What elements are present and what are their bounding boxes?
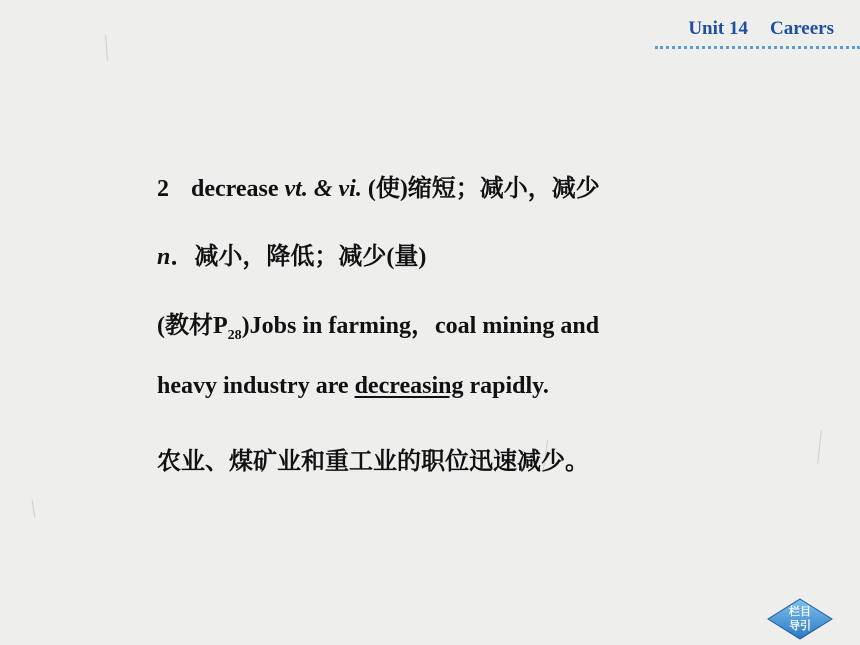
unit-label: Unit 14 xyxy=(688,18,748,39)
unit-title: Careers xyxy=(769,18,834,39)
example-text-before: heavy industry are xyxy=(157,373,355,399)
entry-meaning: (使)缩短；减小，减少 xyxy=(367,176,600,202)
noun-meaning: ．减小，降低；减少(量) xyxy=(170,244,427,270)
entry-number: 2 xyxy=(157,176,169,202)
entry-word: decrease xyxy=(191,176,279,202)
part-of-speech: vt. & vi. xyxy=(284,176,362,202)
slide-header xyxy=(688,18,834,40)
vocab-entry-line xyxy=(157,168,600,203)
example-sentence-line-2 xyxy=(157,373,549,400)
source-page-number: 28 xyxy=(227,327,242,343)
translation-line xyxy=(157,441,589,476)
example-text-part-1: Jobs in farming，coal mining and xyxy=(249,313,600,339)
source-suffix: ) xyxy=(241,313,250,339)
noun-pos: n xyxy=(157,244,171,270)
background-texture-mark xyxy=(105,35,108,61)
header-dotted-divider xyxy=(655,46,860,49)
section-navigation-button[interactable] xyxy=(766,597,834,641)
background-texture-mark xyxy=(31,500,35,518)
example-sentence-line-1 xyxy=(157,305,599,344)
example-text-after: rapidly. xyxy=(463,373,549,399)
highlighted-word: decreasing xyxy=(354,373,464,399)
background-texture-mark xyxy=(817,430,822,464)
nav-button-label: 栏目导引 xyxy=(789,605,811,632)
chinese-translation: 农业、煤矿业和重工业的职位迅速减少。 xyxy=(157,449,589,475)
source-prefix: (教材P xyxy=(157,313,228,339)
noun-meaning-line xyxy=(157,236,426,271)
